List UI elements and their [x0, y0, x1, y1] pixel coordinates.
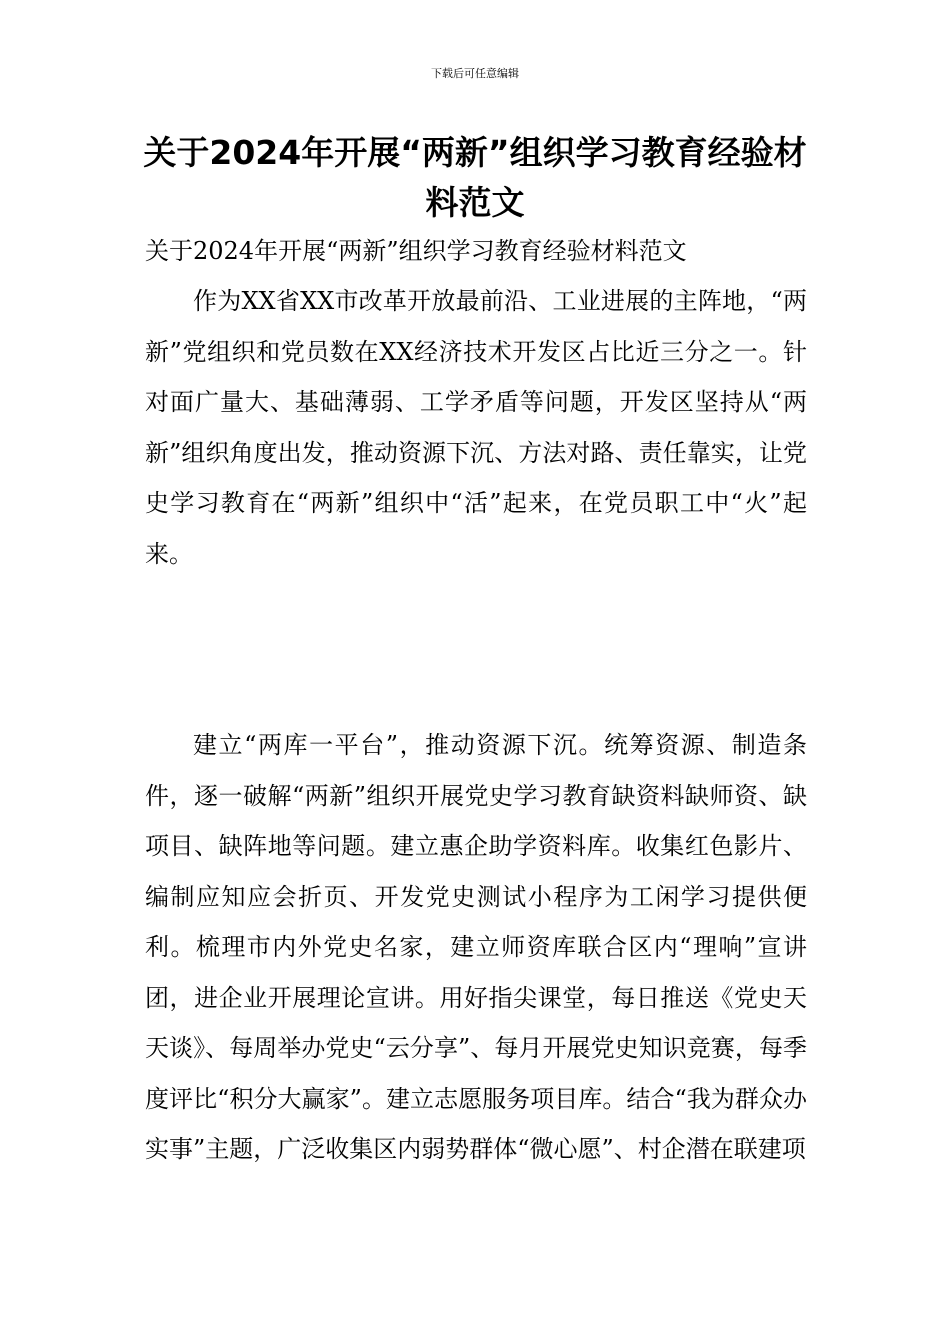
paragraph-intro: 作为XX省XX市改革开放最前沿、工业进展的主阵地，“两新”党组织和党员数在XX经济技术开发区占比近三分之一。针对面广量大、基础薄弱、工学矛盾等问题，开发区坚持从“两新”组织角度出发，推动资源下沉、方法对路、责任靠实，让党史学习教育在“两新”组织中“活”起来，在党员职工中“火”起来。 — [145, 287, 807, 568]
paragraph-resources: 建立“两库一平台”，推动资源下沉。统筹资源、制造条件，逐一破解“两新”组织开展党史学习教育缺资料缺师资、缺项目、缺阵地等问题。建立惠企助学资料库。收集红色影片、编制应知应会折页、开发党史测试小程序为工闲学习提供便利。梳理市内外党史名家，建立师资库联合区内“理响”宣讲团，进企业开展理论宣讲。用好指尖课堂，每日推送《党史天天谈》、每周举办党史“云分享”、每月开展党史知识竞赛，每季度评比“积分大赢家”。建立志愿服务项目库。结合“我为群众办实事”主题，广泛收集区内弱势群体“微心愿”、村企潜在联建项 — [145, 731, 807, 1163]
document-subtitle: 关于2024年开展“两新”组织学习教育经验材料范文 — [145, 237, 687, 265]
header-note: 下载后可任意编辑 — [431, 67, 519, 80]
document-title: 关于2024年开展“两新”组织学习教育经验材料范文 — [143, 133, 807, 222]
